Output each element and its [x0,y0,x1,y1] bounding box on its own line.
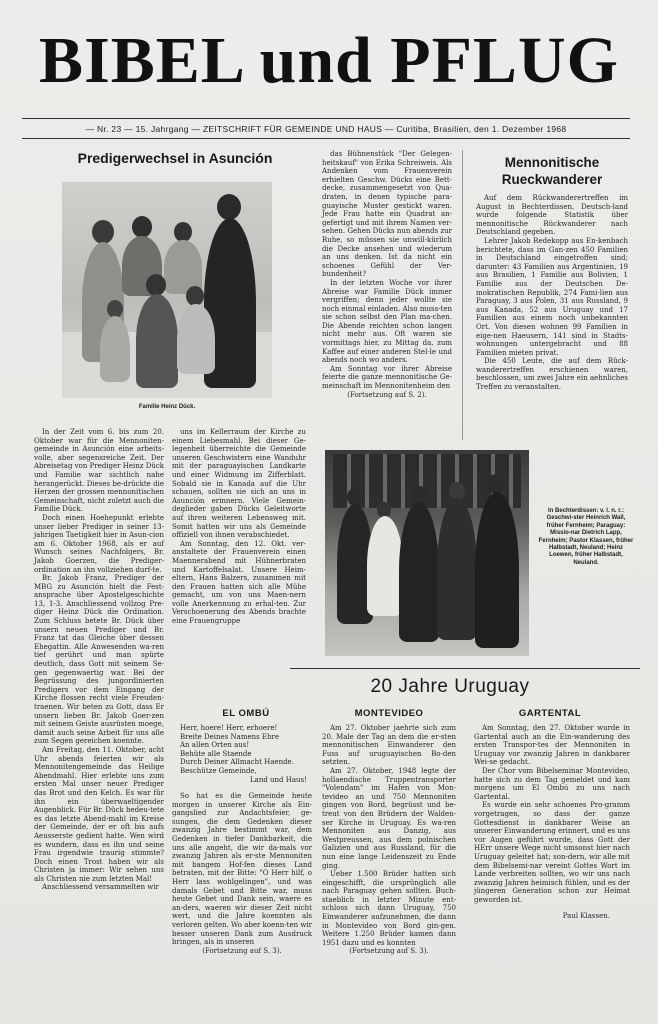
article1-col2-para: uns im Kellerraum der Kirche zu einem Liebesmahl. Bei dieser Ge-legenheit überreichte die Gemeinde unseren Geschwistern eine Wanduhr mit der paraguayischen Landkarte und einer Widmung im Zifferblatt. Sobald sie in Kanada auf die Uhr schauen, sollten sie sich an uns in Asunción erinnern. Viele Gemein-deglieder gaben Dücks Geleitworte auf ihren weiteren Lebensweg mit. Somit hatten wir uns als Gemeinde offiziell von ihnen verabschiedet. [172,428,306,540]
verse-line: Herr, hoere! Herr, erhoere! [180,724,278,732]
photo-family-dueck [62,182,272,398]
photo-caption-family: Familie Heinz Dück. [138,404,196,410]
continuation-note: (Fortsetzung auf S. 3). [349,947,429,956]
gartental-para: Der Chor vom Bibelseminar Montevideo, hatte sich zu dem Tag gemeldet und kam morgens um El Ombú zu uns nach Gartental. [474,766,630,801]
masthead-top-rule [22,118,630,119]
verse-line: Durch Deiner Allmacht Haende. [180,758,294,767]
continuation-note: (Fortsetzung auf S. 2). [347,390,427,399]
article1-col3-para: In der letzten Woche vor ihrer Abreise war Familie Dück immer vergriffen; denn jeder wollte sie noch einmal einladen. Also muss-ten sie schon selbst den Plan ma-chen. Die Abende reichten schon langen nicht mehr aus. Oft waren sie vormittags hier, zu Mittag da, zum Kaffee auf einer anderen Stel-le und abends noch wo anders. [322,278,452,365]
article1-column-2 [172,428,306,626]
montevideo-body [322,724,456,956]
column-divider [462,150,463,440]
article-title-predigerwechsel: Predigerwechsel in Asunción [77,150,273,166]
montevideo-para: Am 27. Oktober, 1948 legte der hollaendische Truppentransporter "Volendam" im Hafen von Mon-tevideo an und 750 Mennoniten gingen von Bord, begrüsst und be-treut von den Brüdern der Walden-ser Kirche in Uruguay. Es wa-ren Mennoniten aus Danzig, aus Westpreussen, aus dem polnischen Galizien und aus Russland, für die nun eine lange Leidenszeit zu Ende ging. [322,766,456,870]
verse-line: Beschütze Gemeinde, [180,766,257,775]
section-heading-montevideo: MONTEVIDEO [354,708,424,719]
el-ombu-body [172,792,312,955]
article1-col1-para: Anschliessend versammelten wir [42,883,159,892]
masthead-bottom-rule [22,138,630,139]
article1-col2-para: Am Sonntag, den 12. Okt. ver-anstaltete der Frauenverein einen Maennerabend mit Hühnerbraten und Kartoffelsalat. Unsere Heim-eltern, Hans Balzers, zusammen mit den Frauen hatten sich alle Mühe gemacht, um von uns Maen-nern volle Anerkennung zu erhal-ten. Zur Verschoenerung des Abends brachte eine Frauengruppe [172,539,306,626]
article1-col1-para: In der Zeit vom 6. bis zum 20. Oktober war für die Mennoniten-gemeinde in Asunción eine arbeits-volle, aber segensreiche Zeit. Der Abreisetag von Prediger Heinz Dück und Familie war sichtlich nahe herangerückt. Dieses be-drückte die Herzen der grossen mennonitischen Gemeinschaft, nicht zuletzt auch die Familie Dück. [34,428,164,514]
article2-para: Die 450 Leute, die auf dem Rück-wanderertreffen erschienen waren, beschlossen, um zwei Jahre ein aehnliches Treffen zu veranstalten. [476,357,628,392]
title-line: Mennonitische [504,155,600,170]
gartental-para: Es wurde ein sehr schoenes Pro-gramm vorgetragen, so dass der ganze Gottesdienst in dankbarer Weise an unserer Einwanderung erinnert, und es uns vor Augen geführt wurde, dass Gott der HErr unsere Wege nicht umsonst hier nach Uruguay geleitet hat; son-dern, wir alle mit dem Bibelsemi-nar vereint Gottes Wort im Lande verbreiten sollten, wo wir uns nach zwanzig Jahren heimisch fühlen, und es der jüngeren Generation schon zur Heimat geworden ist. [474,801,630,904]
title-line: Rueckwanderer [501,172,603,187]
article2-para: Auf dem Rückwanderertreffen im August in Bechterdissen, Deutsch-land wurde folgende Statistik über mennonitische Rückwanderer nach Deutschland gegeben. [476,194,628,237]
article-title-uruguay: 20 Jahre Uruguay [370,676,530,697]
article1-column-3 [322,150,452,399]
gartental-para: Am Sonntag, den 27. Oktober wurde in Gartental auch an die Ein-wanderung des ersten Transpor-tes der Mennoniten in Uruguay vor zwanzig Jahren in dankbarer Wei-se gedacht. [474,724,630,767]
verse-line: Breite Deines Namens Ehre [180,732,280,741]
photo-caption-bechterdissen: In Bechterdissen: v. l. n. r.: Geschwi-ster Heinrich Wall, früher Fernheim; Paraguay: Missio-nar Dietrich Lapp, Fernheim; Pastor Klassen, früher Halbstadt, Neuland; Heinz Loewen, früher Halbstadt, Neuland. [538,508,634,566]
section-heading-el-ombu: EL OMBÚ [222,708,270,719]
article1-column-1 [34,428,164,892]
montevideo-para: Am 27. Oktober jaehrte sich zum 20. Male der Tag an dem die er-sten mennonitischen Einwanderer den Fuss auf uruguayischen Bo-den setzten. [322,724,456,767]
section-heading-gartental: GARTENTAL [518,708,582,719]
verse-line: Land und Haus! [250,775,307,784]
montevideo-para: Ueber 1.500 Brüder hatten sich eingeschifft, die ursprünglich alle nach Paraguay gehen sollten. Buch-staeblich in letzter Minute ent-schloss sich dann Uruguay, 750 Einwanderer aufzunehmen, die dann in Montevideo von Bord gin-gen. Weitere 1.250 Brüder kamen dann 1951 dazu und es konnten [322,870,456,947]
article2-body [476,194,628,392]
article1-col3-para: das Bühnenstück "Der Gelegen-heitskauf" von Erika Schreiweis. Als Andenken vom Frauenverein erhielten Geschw. Dücks eine Bett-decke, zusammengesetzt von Qua-draten, in denen typische para-guayische Muster gestickt waren. Jede Frau hatte ein Quadrat an-gefertigt und mit ihrem Namen ver-sehen. Gehen Dücks nun abends zur Ruhe, so müssen sie unwill-kürlich die Decke ansehen und wiederum an uns denken. Ist da nicht ein schoenes Gefühl der Ver-bundenheit? [322,150,452,279]
author-signature: Paul Klassen. [562,912,610,921]
article1-col1-para: Am Freitag, den 11. Oktober, acht Uhr abends feierten wir als Mennonitengemeinde das Heilige Abendmahl. Hier erlebte uns zum ersten Mal unser neuer Prediger das Brot und den Kelch. Es war für ihn ein überwaeltigender Augenblick. Für Br. Dück bedeu-tete es das letzte Abend-mahl im Kreise der Gemeinde, der er oft bis aufs Aeusserste gedient hatte. Wen wird es wundern, dass es ihn und seine Frau irgendwie traurig stimmte? Doch einen Trost haben wir als Christen ja immer: Wir sehen uns als Christen nie zum letzten Mal! [34,745,164,883]
article1-col1-para: Br. Jakob Franz, Prediger der MBG zu Asunción hielt die Fest-ansprache über Apostelgeschichte 13, 1-3. Anschliessend vollzog Pre-diger Heinz Dück die Ordination. Zum Schluss betete Br. Dück über unsern neuen Prediger und Br. Franz tat das Gleiche über dessen Ehegattin. Alle Anwesenden wa-ren tief gerührt und man spürte deutlich, dass Gott mit seinem Se-gen gegenwaertig war. Bei der Begrüssung des jungordinierten Predigers vor dem Eingang der Kirche flossen recht viele Freuden-traenen. Wir beten zu Gott, dass Er unsern lieben Br. Jakob Goer-zen mit seinem Geiste ausrüsten moege, damit auch seine Arbeit für uns alle zum Segen gereichen koennte. [34,574,164,746]
verse-line: Behüte alle Staende [180,749,252,758]
article-title-rueckwanderer [468,154,636,188]
continuation-note: (Fortsetzung auf S. 3). [202,946,282,955]
masthead-title: BIBEL und PFLUG [39,24,619,97]
article2-para: Lehrer Jakob Redekopp aus En-kenbach berichtete, dass im Gan-zen 450 Familien in Deutschland eingetroffen sind; darunter: 43 Familien aus Argentinien, 19 aus Brasilien, 1 Familie aus Bolivien, 1 Familie aus der Deutschen De-mokratischen Republik, 274 Fami-lien aus Paraguay, 3 aus Polen, 31 aus Russland, 9 aus Kanada, 52 aus Uruguay und 17 Familien aus einem noch unbekannten Ort. Von diesen wohnen 99 Familien in eige-nen Haeusern, 141 sind in Stadts-wohnungen untergebracht und 88 Familien mieten privat. [476,236,628,357]
hymn-verse [180,724,316,784]
el-ombu-para: So hat es die Gemeinde heute morgen in unserer Kirche als Ein-gangslied zur Andachtsfeier, ge-sungen, die dem Gedenken dieser zwanzig Jahre bestimmt war, dem Gedenken in tiefer Dankbarkeit, die uns alle angeht, die wir da-mals vor zwanzig Jahren als er-ste Mennoniten mit bangem Hof-fen dieses Land betraten, mit der Bitte: "O Herr hilf, o Herr lass wohlgelingen", und was damals Gebet und Bitte war, muss heute Gebet und Dank sein, waere es an-ders, waeren wir dieser Zeit nicht wert, und die Jahre koennten als verloren gelten. Wo aber koenn-ten wir besser unseren Dank zum Ausdruck bringen, als in unseren [172,792,312,947]
article1-col1-para: Doch einen Hoehepunkt erlebte unser lieber Prediger in seiner 13-jahrigen Taetigkeit hier in Asun-cion am 6. Oktober 1968, als er auf Wunsch seines Nachfolgers, Br. Jakob Goerzen, die Prediger-ordination an ihn vollziehen durf-te. [34,513,164,574]
verse-line: An allen Orten aus! [180,741,250,750]
photo-bechterdissen-group [325,450,529,656]
issue-line: — Nr. 23 — 15. Jahrgang — ZEITSCHRIFT FÜR GEMEINDE UND HAUS — Curitiba, Brasilien, den 1. Dezember 1968 [85,124,567,134]
gartental-body [474,724,630,921]
section-rule [290,668,640,669]
article1-col3-para: Am Sonntag vor ihrer Abreise feierte die ganze mennonitische Ge-meinschaft im Mennonitenheim den [322,364,452,391]
